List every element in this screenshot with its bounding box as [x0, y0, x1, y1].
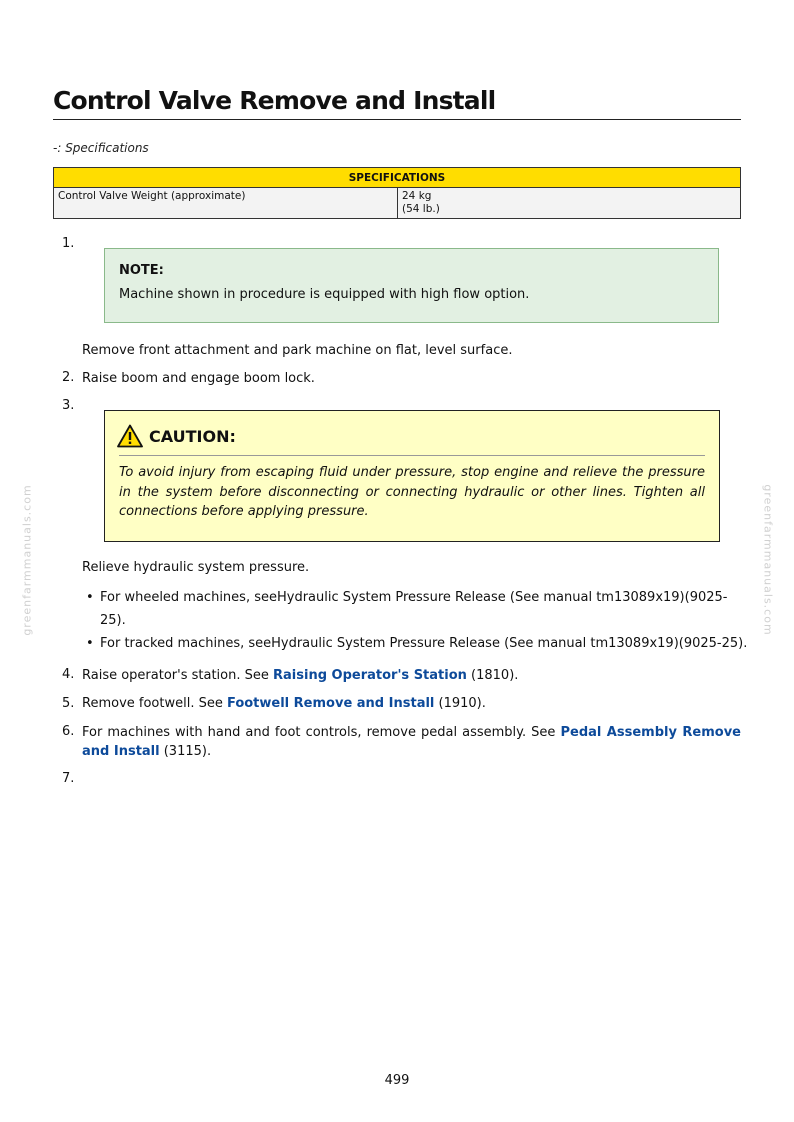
note-box — [104, 248, 719, 323]
specifications-header: SPECIFICATIONS — [54, 168, 741, 188]
step-5-post: (1910). — [434, 696, 486, 711]
step-1-number: 1. — [62, 236, 75, 251]
caution-box — [104, 410, 720, 542]
step-3-number: 3. — [62, 398, 75, 413]
spec-value-metric: 24 kg — [402, 190, 432, 202]
note-title: NOTE: — [119, 263, 164, 278]
table-row — [54, 188, 741, 219]
caution-title: CAUTION: — [149, 426, 236, 446]
list-item: • For wheeled machines, seeHydraulic System Pressure Release (See manual tm13089x19)(9025-25). — [82, 586, 752, 632]
step-5-pre: Remove footwell. See — [82, 696, 227, 711]
step-4-pre: Raise operator's station. See — [82, 668, 274, 683]
step-6-number: 6. — [62, 724, 75, 739]
spec-value-imperial: (54 lb.) — [402, 203, 440, 215]
warning-triangle-icon — [117, 424, 143, 448]
watermark-left: greenfarmmanuals.com — [20, 484, 34, 636]
page-title: Control Valve Remove and Install — [53, 86, 741, 120]
step-2-number: 2. — [62, 370, 75, 385]
step-1-text: Remove front attachment and park machine on flat, level surface. — [82, 343, 513, 358]
step-6-text — [82, 723, 741, 761]
step-5-text — [82, 694, 486, 713]
step-4-post: (1810). — [466, 668, 519, 683]
caution-divider — [119, 455, 705, 456]
spec-name: Control Valve Weight (approximate) — [54, 188, 398, 219]
step-6-pre: For machines with hand and foot controls, remove pedal assembly. See — [82, 725, 561, 740]
pedal-assembly-remove-install-link[interactable]: Pedal Assembly Remove and Install — [82, 725, 741, 759]
step-3-text: Relieve hydraulic system pressure. — [82, 560, 310, 575]
note-text: Machine shown in procedure is equipped with high flow option. — [119, 287, 530, 302]
step-6-post: (3115). — [159, 744, 212, 759]
raising-operators-station-link[interactable]: Raising Operator's Station — [273, 668, 467, 683]
spec-value — [398, 188, 741, 219]
watermark-right: greenfarmmanuals.com — [761, 484, 775, 636]
step-3-bullet-list — [82, 586, 752, 655]
step-5-number: 5. — [62, 696, 75, 711]
caution-text: To avoid injury from escaping fluid under pressure, stop engine and relieve the pressure in the system before disconnecting or connecting hydraulic or other lines. Tighten all connections before applying pressure. — [119, 465, 705, 519]
list-item: • For tracked machines, seeHydraulic System Pressure Release (See manual tm13089x19)(9025-25). — [82, 632, 752, 655]
section-subtitle: -: Specifications — [53, 141, 149, 155]
step-4-text — [82, 666, 518, 685]
footwell-remove-install-link[interactable]: Footwell Remove and Install — [226, 696, 435, 711]
specifications-table — [53, 167, 741, 219]
page-number: 499 — [384, 1073, 410, 1088]
step-2-text: Raise boom and engage boom lock. — [82, 371, 315, 386]
step-4-number: 4. — [62, 667, 75, 682]
caution-header — [117, 423, 236, 449]
step-7-number: 7. — [62, 771, 75, 786]
